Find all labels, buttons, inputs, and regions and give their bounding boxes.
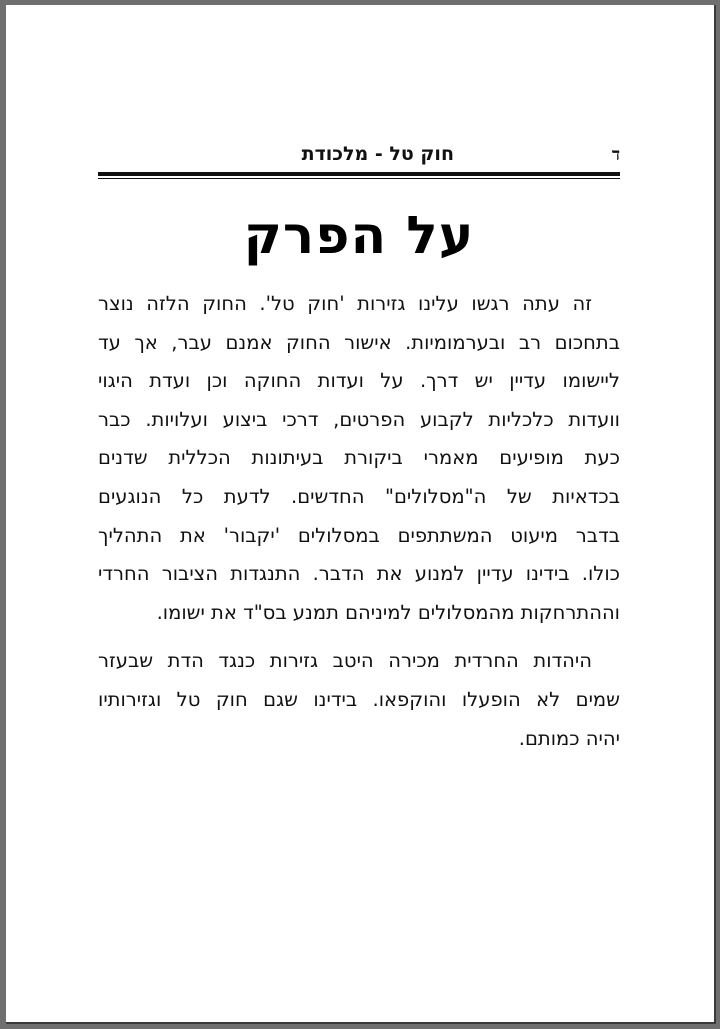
- text-line: ליישומו עדיין יש דרך. על ועדות החוקה וכן ועדת היגוי: [98, 369, 620, 393]
- paragraph-1: [98, 285, 620, 632]
- text-line: בכדאיות של ה"מסלולים" החדשים. לדעת כל הנוגעים: [98, 484, 620, 508]
- text-line: היהדות החרדית מכירה היטב גזירות כנגד הדת שבעזר: [98, 649, 592, 673]
- body-text: [98, 285, 620, 758]
- paragraph-2: [98, 642, 620, 758]
- page-number: ד: [611, 145, 620, 165]
- chapter-title: על הפרק: [243, 206, 475, 266]
- text-line: כעת מופיעים מאמרי ביקורת בעיתונות הכללית שדנים: [98, 446, 620, 470]
- running-title: חוק טל - מלכודת: [301, 143, 454, 165]
- text-line: זה עתה רגשו עלינו גזירות 'חוק טל'. החוק הלזה נוצר: [98, 292, 592, 315]
- text-line: וההתרחקות מהמסלולים למיניהם תמנע בס"ד את ישומו.: [156, 600, 620, 624]
- book-page: [6, 5, 716, 1024]
- header-rule-thin: [98, 178, 620, 179]
- text-line: וועדות כלכליות לקבוע הפרטים, דרכי ביצוע ועלויות. כבר: [98, 407, 620, 431]
- text-line: כולו. בידינו עדיין למנוע את הדבר. התנגדות הציבור החרדי: [98, 562, 620, 586]
- page-header: [98, 139, 620, 171]
- text-line: בתחכום רב ובערמומיות. אישור החוק אמנם עבר, אך עד: [98, 330, 620, 354]
- text-line: בדבר מיעוט המשתתפים במסלולים 'יקבור' את התהליך: [98, 523, 620, 547]
- text-line: יהיה כמותם.: [518, 726, 620, 750]
- text-line: שמים לא הופעלו והוקפאו. בידינו שגם חוק טל וגזירותיו: [98, 687, 620, 711]
- header-rule-thick: [98, 172, 620, 176]
